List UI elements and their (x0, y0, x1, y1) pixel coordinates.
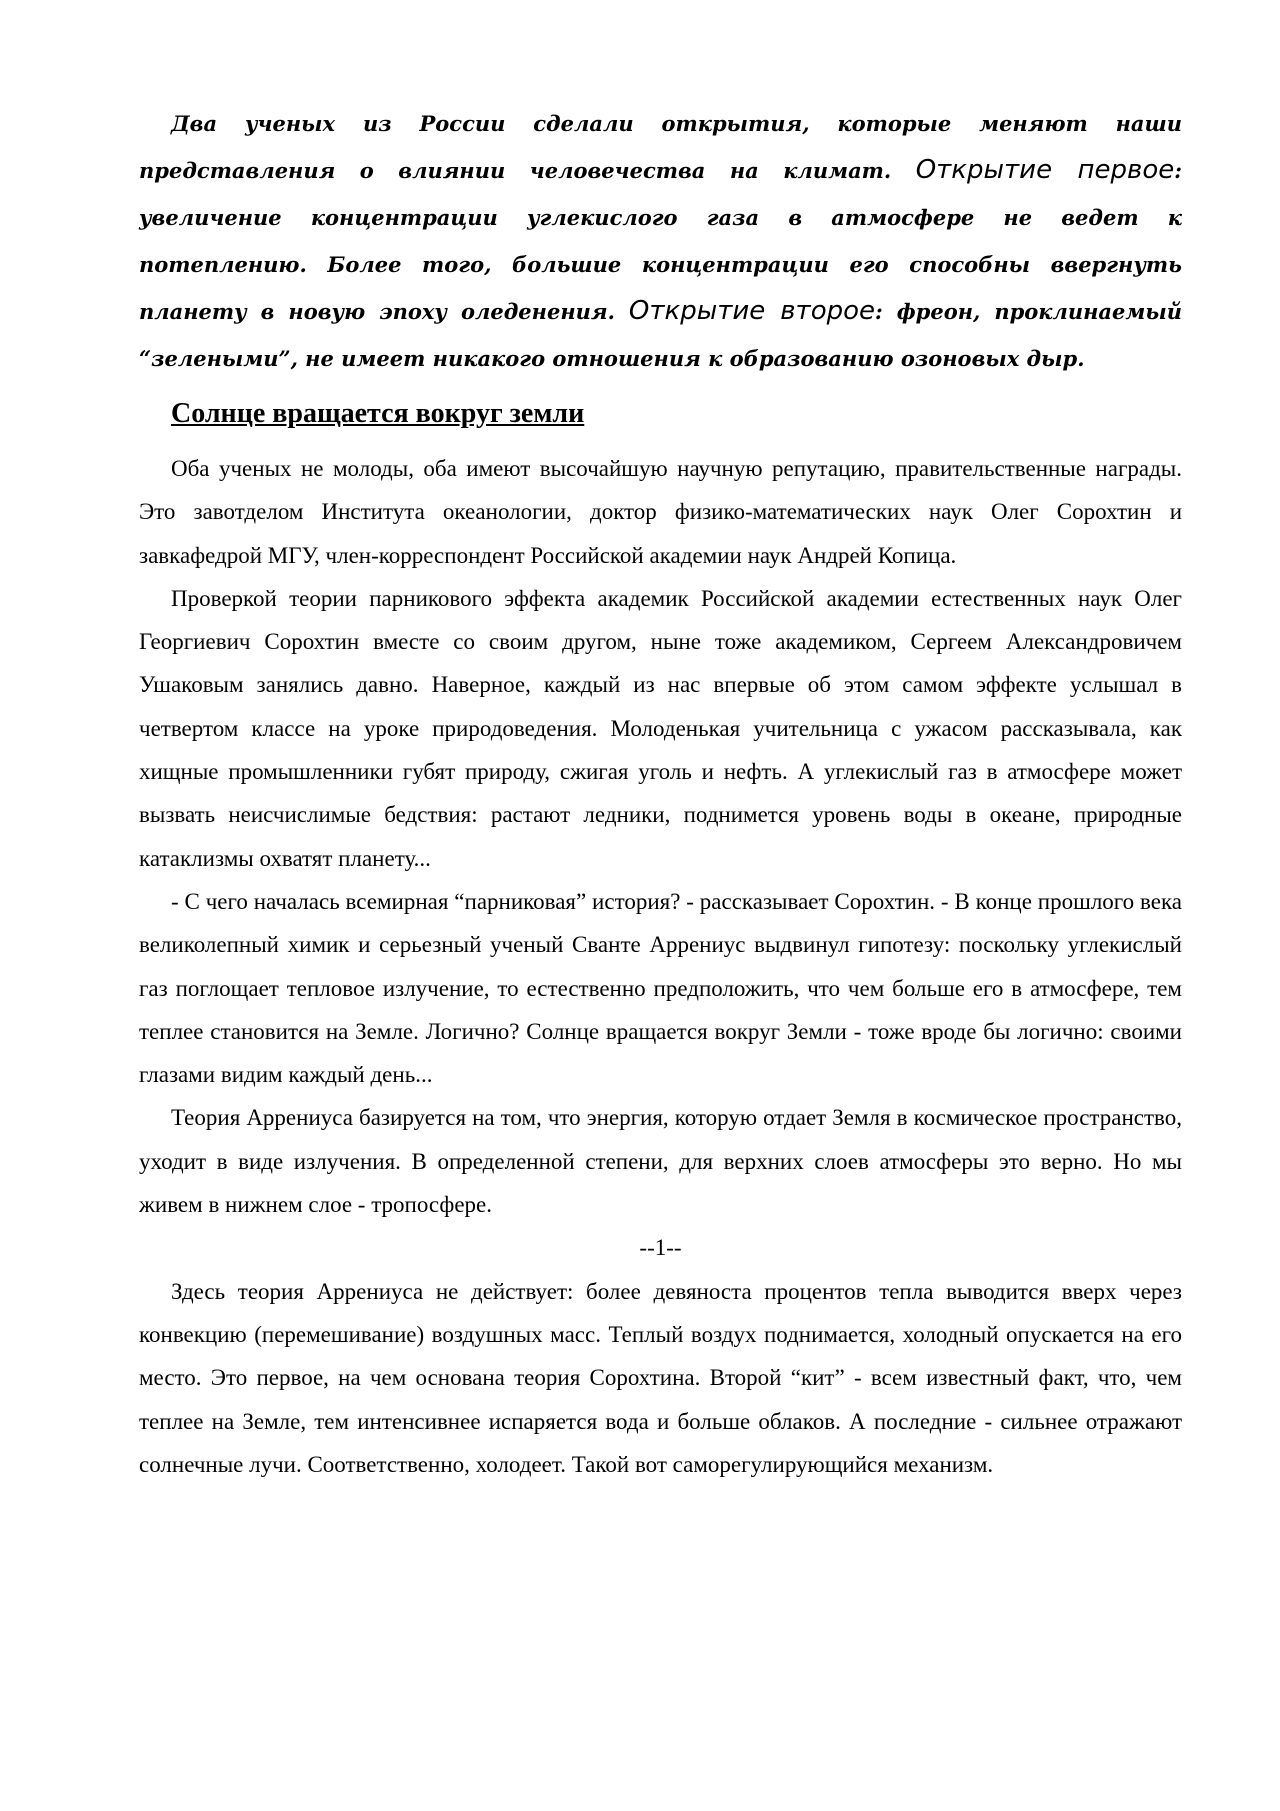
lead-text-3: : фреон, проклинаемый “зелеными”, не имеет никакого отношения к образованию озоновых дыр. (139, 299, 1183, 371)
lead-emphasis-1: Открытие первое (915, 155, 1175, 185)
body-paragraph: Оба ученых не молоды, оба имеют высочайшую научную репутацию, правительственные награды. Это завотделом Института океанологии, доктор физико-математических наук Олег Сорохтин и завкафедрой МГУ, член-корреспондент Российской академии наук Андрей Копица. (139, 456, 1182, 568)
body-paragraph: - С чего началась всемирная “парниковая” история? - рассказывает Сорохтин. - В конце прошлого века великолепный химик и серьезный ученый Сванте Аррениус выдвинул гипотезу: поскольку углекислый газ поглощает тепловое излучение, то естественно предположить, что чем больше его в атмосфере, тем теплее становится на Земле. Логично? Солнце вращается вокруг Земли - тоже вроде бы логично: своими глазами видим каждый день... (139, 888, 1182, 1088)
body-paragraph: Теория Аррениуса базируется на том, что энергия, которую отдает Земля в космическое пространство, уходит в виде излучения. В определенной степени, для верхних слоев атмосферы это верно. Но мы живем в нижнем слое - тропосфере. (139, 1105, 1182, 1218)
body-paragraph: Проверкой теории парникового эффекта академик Российской академии естественных наук Олег Георгиевич Сорохтин вместе со своим другом, ныне тоже академиком, Сергеем Александровичем Ушаковым занялись давно. Наверное, каждый из нас впервые об этом самом эффекте услышал в четвертом классе на уроке природоведения. Молоденькая учительница с ужасом рассказывала, как хищные промышленники губят природу, сжигая уголь и нефть. А углекислый газ в атмосфере может вызвать неисчислимые бедствия: растают ледники, поднимется уровень воды в океане, природные катаклизмы охватят планету... (139, 585, 1182, 871)
lead-text-2: : увеличение концентрации углекислого газа в атмосфере не ведет к потеплению. Более того, большие концентрации его способны ввергнуть планету в новую эпоху оледенения. (139, 158, 1182, 324)
document-page (139, 100, 1182, 1486)
section-heading: Солнце вращается вокруг земли (171, 398, 585, 429)
lead-text-1: Два ученых из России сделали открытия, которые меняют наши представления о влиянии человечества на климат. (139, 111, 1182, 183)
lead-emphasis-2: Открытие второе (628, 296, 876, 326)
page-number: --1-- (639, 1235, 682, 1261)
body-paragraph: Здесь теория Аррениуса не действует: более девяноста процентов тепла выводится вверх через конвекцию (перемешивание) воздушных масс. Теплый воздух поднимается, холодный опускается на его место. Это первое, на чем основана теория Сорохтина. Второй “кит” - всем известный факт, что, чем теплее на Земле, тем интенсивнее испаряется вода и больше облаков. А последние - сильнее отражают солнечные лучи. Соответственно, холодеет. Такой вот саморегулирующийся механизм. (139, 1278, 1182, 1477)
lead-paragraph (139, 100, 1182, 382)
